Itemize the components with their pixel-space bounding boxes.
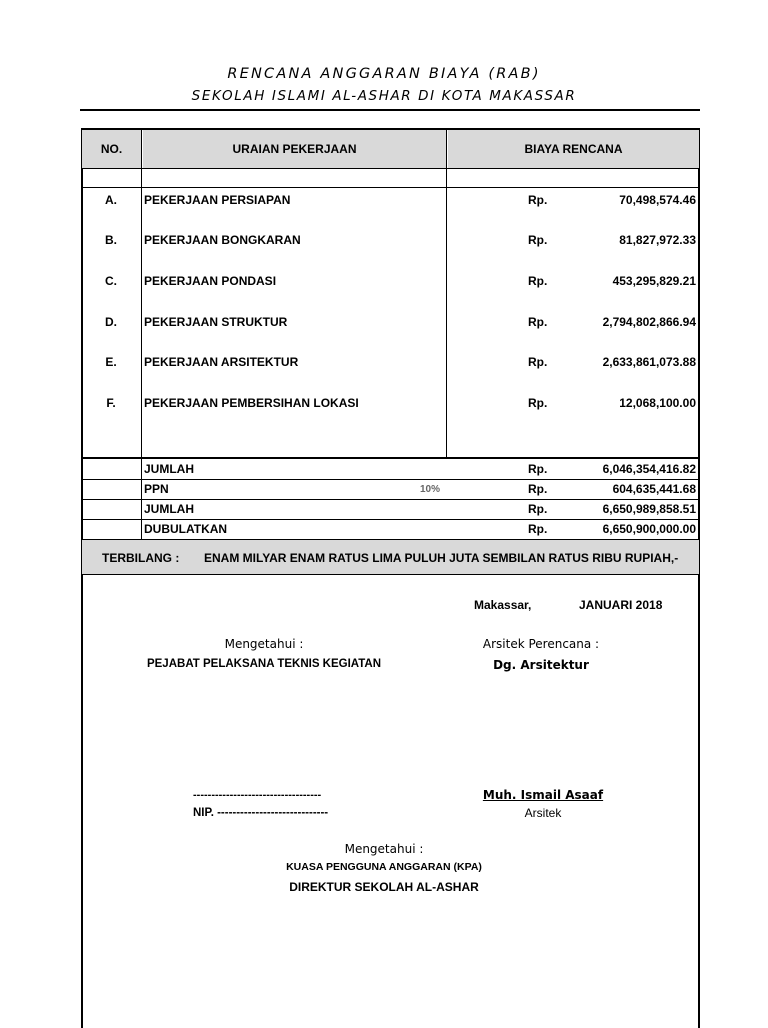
row-number: E. <box>105 355 117 369</box>
row-currency: Rp. <box>528 396 548 410</box>
row-number: A. <box>105 193 117 207</box>
totals-amount: 604,635,441.68 <box>612 482 696 496</box>
right-name: Muh. Ismail Asaaf <box>482 788 604 802</box>
row-currency: Rp. <box>528 274 548 288</box>
bottom-role: KUASA PENGGUNA ANGGARAN (KPA) <box>286 861 482 873</box>
row-label: PEKERJAAN BONGKARAN <box>144 233 301 247</box>
right-title: Arsitek <box>524 806 562 820</box>
row-label: PEKERJAAN PERSIAPAN <box>144 193 291 207</box>
totals-label: DUBULATKAN <box>144 522 228 536</box>
bottom-director: DIREKTUR SEKOLAH AL-ASHAR <box>289 880 479 894</box>
right-role: Arsitek Perencana : <box>482 637 600 651</box>
row-currency: Rp. <box>528 193 548 207</box>
document-subtitle: SEKOLAH ISLAMI AL-ASHAR DI KOTA MAKASSAR <box>191 88 577 104</box>
left-role: PEJABAT PELAKSANA TEKNIS KEGIATAN <box>146 658 382 670</box>
row-amount: 2,794,802,866.94 <box>602 315 696 329</box>
row-number: F. <box>106 396 116 410</box>
row-label: PEKERJAAN ARSITEKTUR <box>144 355 299 369</box>
terbilang-label: TERBILANG : <box>102 551 180 565</box>
ppn-percentage: 10% <box>420 484 441 495</box>
terbilang-text: ENAM MILYAR ENAM RATUS LIMA PULUH JUTA SEMBILAN RATUS RIBU RUPIAH,- <box>204 551 679 565</box>
row-number: B. <box>105 233 117 247</box>
totals-label: JUMLAH <box>144 502 194 516</box>
row-currency: Rp. <box>528 315 548 329</box>
title-divider <box>80 109 700 111</box>
totals-currency: Rp. <box>528 462 548 476</box>
totals-label: JUMLAH <box>144 462 194 476</box>
row-label: PEKERJAAN PEMBERSIHAN LOKASI <box>144 396 359 410</box>
left-nip: NIP. ----------------------------- <box>193 807 329 819</box>
row-number: D. <box>105 315 117 329</box>
totals-amount: 6,650,989,858.51 <box>602 502 696 516</box>
row-amount: 12,068,100.00 <box>619 396 696 410</box>
row-amount: 453,295,829.21 <box>612 274 696 288</box>
row-amount: 70,498,574.46 <box>619 193 696 207</box>
row-label: PEKERJAAN STRUKTUR <box>144 315 288 329</box>
row-amount: 2,633,861,073.88 <box>602 355 696 369</box>
totals-currency: Rp. <box>528 522 548 536</box>
row-number: C. <box>105 274 117 288</box>
totals-currency: Rp. <box>528 482 548 496</box>
left-mengetahui: Mengetahui : <box>224 637 304 651</box>
bottom-mengetahui: Mengetahui : <box>344 842 424 856</box>
document-title: RENCANA ANGGARAN BIAYA (RAB) <box>227 66 541 82</box>
signature-date: JANUARI 2018 <box>579 598 663 612</box>
totals-line-1 <box>82 479 699 480</box>
row-currency: Rp. <box>528 233 548 247</box>
totals-amount: 6,046,354,416.82 <box>602 462 696 476</box>
column-divider-2-body <box>446 168 447 458</box>
left-name-line: ----------------------------------- <box>193 789 322 801</box>
totals-line-2 <box>82 499 699 500</box>
column-header-biaya: BIAYA RENCANA <box>448 130 699 168</box>
terbilang-bottom-line <box>82 574 699 575</box>
totals-amount: 6,650,900,000.00 <box>602 522 696 536</box>
totals-currency: Rp. <box>528 502 548 516</box>
totals-top-line <box>82 457 699 459</box>
totals-line-3 <box>82 519 699 520</box>
column-divider-2-header <box>446 130 447 169</box>
row-amount: 81,827,972.33 <box>619 233 696 247</box>
totals-label: PPN <box>144 482 169 496</box>
spacer-row-line <box>82 187 699 188</box>
column-header-no: NO. <box>82 130 141 168</box>
column-divider-1 <box>141 130 142 539</box>
column-header-uraian: URAIAN PEKERJAAN <box>143 130 446 168</box>
right-company: Dg. Arsitektur <box>493 658 589 672</box>
row-currency: Rp. <box>528 355 548 369</box>
row-label: PEKERJAAN PONDASI <box>144 274 277 288</box>
header-bottom-line <box>82 168 699 169</box>
signature-place: Makassar, <box>474 598 532 612</box>
